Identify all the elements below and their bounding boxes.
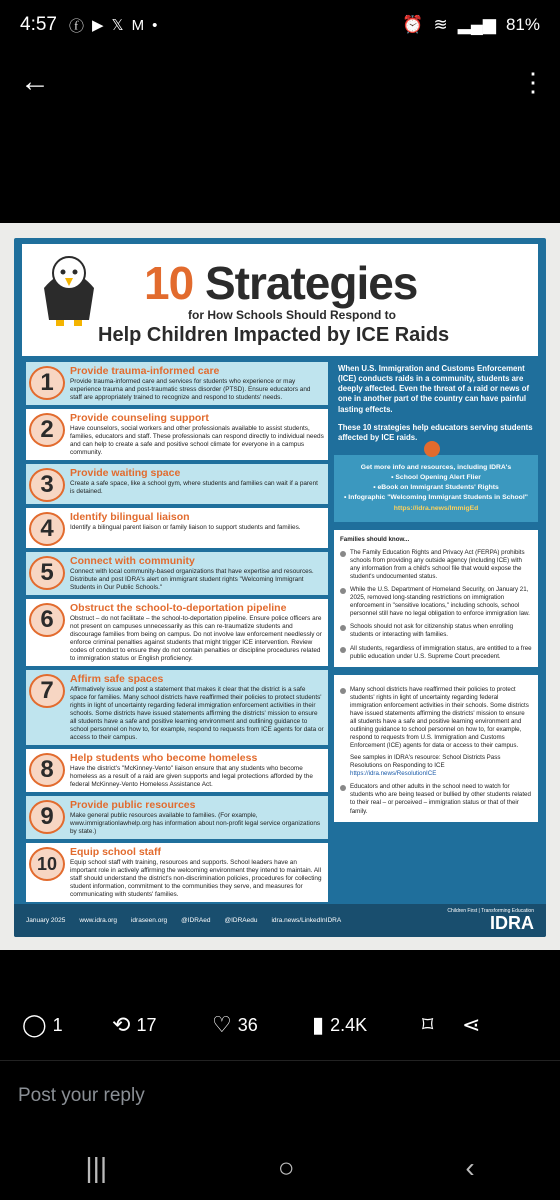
- image-viewer[interactable]: [0, 223, 560, 950]
- idra-logo: Children First | Transforming Education IDRA: [447, 908, 534, 933]
- strategy-item: 3 Provide waiting space Create a safe space, like a school gym, where students and families can wait if a parent is detained.: [26, 464, 328, 504]
- strategy-item: 1 Provide trauma-informed care Provide trauma-informed care and services for students who experience or may experience trauma and post-traumatic stress disorder (PTSD). Ensure educators and staff are appropriately trained to recognize and respond to students' needs.: [26, 362, 328, 405]
- resources-box: Get more info and resources, including IDRA's • School Opening Alert Flier • eBook on Immigrant Students' Rights • Infographic "Welcoming Immigrant Students in School" https://idra.news/ImmigEd: [334, 455, 538, 522]
- clock: 4:57: [20, 14, 57, 35]
- reply-icon: ◯: [22, 1012, 47, 1037]
- back-arrow-icon[interactable]: ←: [20, 65, 50, 98]
- bookmark-icon: ⌑: [422, 1012, 434, 1037]
- eagle-mascot-icon: [34, 248, 104, 328]
- back-icon[interactable]: ‹: [465, 1151, 475, 1183]
- poster-header: [22, 244, 538, 356]
- bookmark-button[interactable]: [422, 1012, 462, 1038]
- repost-button[interactable]: ⟲ 17: [112, 1012, 157, 1037]
- strategy-item: 8 Help students who become homeless Have the district's "McKinney-Vento" liaison ensure that any students who become homeless as a result of a raid are given supports and legal protections afforded by the federal McKinney-Vento Homeless Assistance Act.: [26, 749, 328, 792]
- views-button[interactable]: ▮ 2.4K: [312, 1012, 368, 1037]
- families-box: Families should know... The Family Education Rights and Privacy Act (FERPA) prohibits schools from providing any outside agency (including ICE) with any information from a child's school file that would expose the student's undocumented status. While the U.S. Department of Homeland Security, on January 21, 2025, removed long-standing restrictions on immigration enforcement in "sensitive locations," including schools, school personnel still have no legal obligation to enforce immigration law. Schools should not ask for citizenship status when enrolling students or interacting with families. All students, regardless of immigration status, are entitled to a free public education under U.S. Supreme Court precedent.: [334, 530, 538, 667]
- gmail-icon: M: [131, 16, 145, 34]
- poster-footer: January 2025 www.idra.org idraseen.org @IDRAed @IDRAedu idra.news/LinkedInIDRA Children First | Transforming Education IDRA: [14, 904, 546, 937]
- poster-title-line: Help Children Impacted by ICE Raids: [98, 324, 450, 346]
- strategy-item: 10 Equip school staff Equip school staff with training, resources and supports. School leaders have an important role in actively affirming the welcoming environment they intend to maintain. All staff should understand the district's non-discrimination policies, procedures for collecting student information, commitment to the communities they serve, and measures for communicating with students' families.: [26, 843, 328, 902]
- x-icon: 𝕏: [111, 17, 124, 34]
- notification-icons: [69, 15, 157, 36]
- poster-subtitle: for How Schools Should Respond to: [188, 308, 396, 322]
- strategy-item: 5 Connect with community Connect with local community-based organizations that have expertise and resources. Distribute and post IDRA's alert on immigrant student rights "Welcoming Immigrant Students in Our Public Schools.": [26, 552, 328, 595]
- strategy-item: 9 Provide public resources Make general public resources available to families. (For example, www.immigrationlawhelp.org has information about non-profit legal service organizations by state.): [26, 796, 328, 839]
- status-bar: [0, 0, 560, 50]
- recent-apps-icon[interactable]: |||: [85, 1151, 108, 1183]
- strategy-list: [26, 362, 328, 906]
- wifi-icon: ≋: [433, 15, 448, 34]
- reply-button[interactable]: ◯ 1: [22, 1012, 63, 1037]
- share-button[interactable]: [462, 1012, 480, 1038]
- sidebar-info: [334, 362, 538, 822]
- strategy-item: 7 Affirm safe spaces Affirmatively issue and post a statement that makes it clear that the district is a safe space for families. Many school districts have reaffirmed their policies to protect students' rights in light of uncertainty regarding federal immigration enforcement activities in their schools. Some districts have issued statements affirming the districts' mission to ensure all students have a safe and positive learning environment and outlining guidance to school personnel on how to, for example, respond to requests from ICE agents for data or access to their campus.: [26, 670, 328, 745]
- views-icon: ▮: [312, 1012, 325, 1037]
- battery-level: 81%: [505, 15, 540, 34]
- share-icon: ⋖: [462, 1012, 481, 1037]
- repost-icon: ⟲: [112, 1012, 131, 1037]
- alarm-icon: ⏰: [402, 15, 424, 34]
- districts-box: Many school districts have reaffirmed their policies to protect students' rights in light of uncertainty regarding federal immigration enforcement activities in their schools. Some districts have issued statements affirming the districts' mission to ensure all students have a safe and positive learning environment and outlining guidance to school personnel on how to, for example, respond to requests from U.S. Immigration and Customs Enforcement (ICE) agents for data or access to their campus. See samples in IDRA's resource: School Districts Pass Resolutions on Responding to ICE https://idra.news/ResolutionICE Educators and other adults in the school need to watch for students who are being teased or bullied by other students related to their real – or perceived – immigration status or that of their family.: [334, 675, 538, 822]
- intro-text-2: These 10 strategies help educators serving students affected by ICE raids.: [338, 422, 533, 442]
- strategy-item: 6 Obstruct the school-to-deportation pipeline Obstruct – do not facilitate – the school-to-deportation pipeline. Ensure police officers are not present on campuses unnecessarily as this can re-traumatize students and discourage families from being on campus. Do not involve law enforcement needlessly or enforce criminal penalties against students that might trigger ICE intervention. Review codes of conduct to ensure they do not contain penalties or discipline procedures related to immigration status or English proficiency.: [26, 599, 328, 666]
- signal-icon: ▂▄▆: [457, 15, 496, 34]
- more-options-icon[interactable]: ⋮: [520, 67, 546, 97]
- poster-title: 10 Strategies: [144, 257, 418, 309]
- app-bar: [0, 50, 560, 114]
- infographic-poster: [14, 238, 546, 937]
- strategy-item: 2 Provide counseling support Have counselors, social workers and other professionals available to assist students, families, educators and staff. These professionals can respond directly to individual needs and can help to create a safe and positive school climate for everyone in a campus community.: [26, 409, 328, 460]
- strategy-item: 4 Identify bilingual liaison Identify a bilingual parent liaison or family liaison to support students and families.: [26, 508, 328, 548]
- heart-icon: ♡: [212, 1012, 232, 1037]
- intro-text: When U.S. Immigration and Customs Enforcement (ICE) conducts raids in a community, students are deeply affected. Even the threat of a raid or news of one in another part of the country can have painful lasting effects.: [338, 364, 530, 414]
- system-nav-bar: [0, 1135, 560, 1200]
- pin-icon: [424, 441, 440, 457]
- home-icon[interactable]: ○: [277, 1151, 295, 1183]
- dot-icon: •: [152, 16, 158, 34]
- post-actions: [0, 1005, 560, 1045]
- reply-input[interactable]: Post your reply: [0, 1060, 560, 1130]
- like-button[interactable]: ♡ 36: [212, 1012, 258, 1037]
- facebook-icon: ⓕ: [68, 17, 84, 35]
- youtube-icon: ▶: [92, 17, 104, 34]
